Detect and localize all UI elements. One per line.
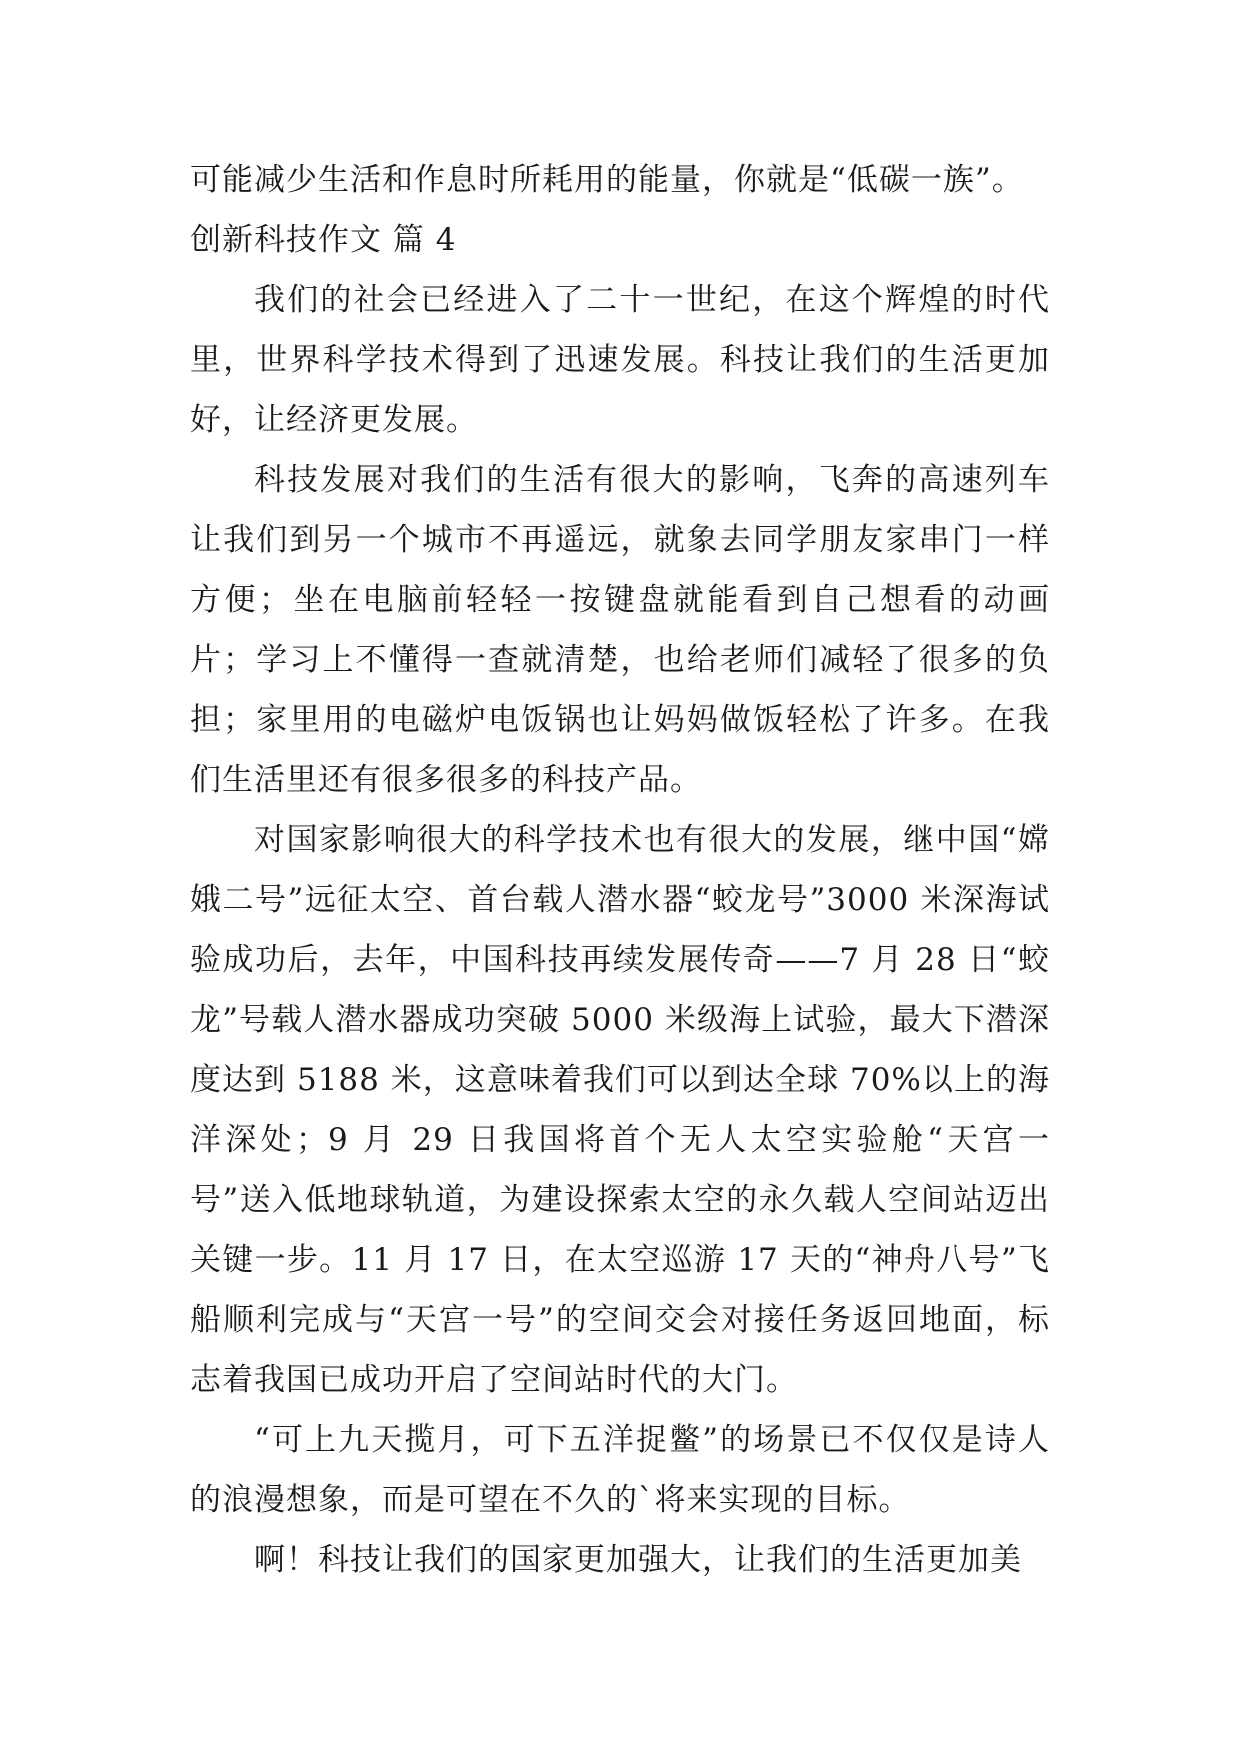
paragraph-4: “可上九天揽月，可下五洋捉鳖”的场景已不仅仅是诗人的浪漫想象，而是可望在不久的`将来实现的目标。: [190, 1422, 1050, 1518]
document-page: [190, 150, 1050, 1590]
paragraph-3: 对国家影响很大的科学技术也有很大的发展，继中国“嫦娥二号”远征太空、首台载人潜水器“蛟龙号”3000 米深海试验成功后，去年，中国科技再续发展传奇——7 月 28 日“蛟龙”号载人潜水器成功突破 5000 米级海上试验，最大下潜深度达到 5188 米，这意味着我们可以到达全球 70%以上的海洋深处；9 月 29 日我国将首个无人太空实验舱“天宫一号”送入低地球轨道，为建设探索太空的永久载人空间站迈出关键一步。11 月 17 日，在太空巡游 17 天的“神舟八号”飞船顺利完成与“天宫一号”的空间交会对接任务返回地面，标志着我国已成功开启了空间站时代的大门。: [190, 822, 1050, 1398]
paragraph-5: 啊！科技让我们的国家更加强大，让我们的生活更加美: [254, 1542, 1022, 1578]
section-heading: 创新科技作文 篇 4: [190, 222, 457, 258]
paragraph-2: 科技发展对我们的生活有很大的影响，飞奔的高速列车让我们到另一个城市不再遥远，就象去同学朋友家串门一样方便；坐在电脑前轻轻一按键盘就能看到自己想看的动画片；学习上不懂得一查就清楚，也给老师们减轻了很多的负担；家里用的电磁炉电饭锅也让妈妈做饭轻松了许多。在我们生活里还有很多很多的科技产品。: [190, 462, 1050, 798]
lead-line: 可能减少生活和作息时所耗用的能量，你就是“低碳一族”。: [190, 162, 1024, 198]
paragraph-1: 我们的社会已经进入了二十一世纪，在这个辉煌的时代里，世界科学技术得到了迅速发展。科技让我们的生活更加好，让经济更发展。: [190, 282, 1050, 438]
